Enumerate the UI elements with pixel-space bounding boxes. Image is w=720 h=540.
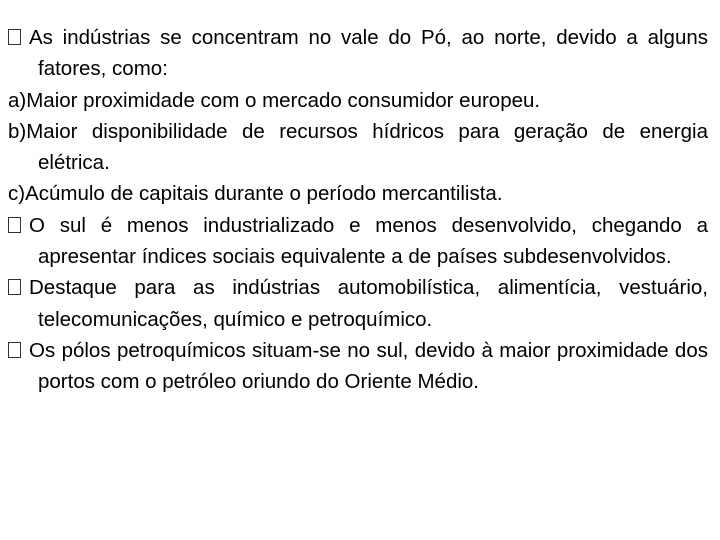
square-bullet-icon	[8, 217, 21, 233]
text-body	[8, 22, 708, 398]
bullet-item-industries	[8, 22, 708, 85]
option-text: a)Maior proximidade com o mercado consumidor europeu.	[8, 88, 541, 112]
bullet-text: Destaque para as indústrias automobilística, alimentícia, vestuário, telecomunicações, químico e petroquímico.	[29, 276, 708, 331]
square-bullet-icon	[8, 279, 21, 295]
option-text: b)Maior disponibilidade de recursos hídricos para geração de energia elétrica.	[8, 119, 708, 175]
bullet-text: Os pólos petroquímicos situam-se no sul, devido à maior proximidade dos portos com o petróleo oriundo do Oriente Médio.	[29, 338, 708, 394]
bullet-item-south	[8, 210, 708, 273]
square-bullet-icon	[8, 342, 21, 358]
option-a	[8, 85, 708, 116]
bullet-item-petrochemical	[8, 335, 708, 398]
option-text: c)Acúmulo de capitais durante o período mercantilista.	[8, 182, 503, 206]
option-c	[8, 178, 708, 209]
option-b	[8, 116, 708, 179]
bullet-item-industries-highlight	[8, 272, 708, 335]
bullet-text: O sul é menos industrializado e menos desenvolvido, chegando a apresentar índices sociais equivalente a de países subdesenvolvidos.	[29, 213, 708, 269]
bullet-text: As indústrias se concentram no vale do Pó, ao norte, devido a alguns fatores, como:	[29, 26, 708, 81]
square-bullet-icon	[8, 29, 21, 45]
